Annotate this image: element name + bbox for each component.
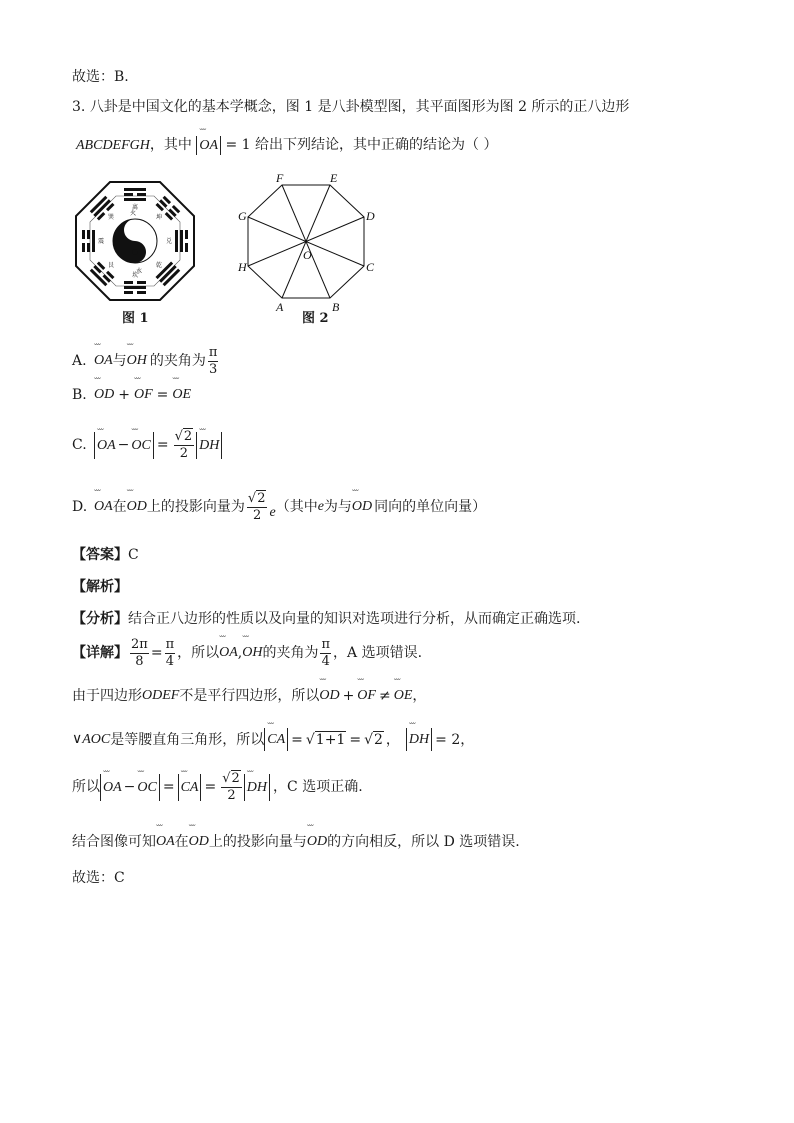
option-d-text3: 为与 xyxy=(323,499,352,516)
detail-line1 xyxy=(72,638,422,668)
option-c-label: C. xyxy=(72,437,87,454)
vertex-d: D xyxy=(366,209,375,223)
center-o: O xyxy=(303,248,312,262)
stem-condition: = 1 给出下列结论，其中正确的结论为（ ） xyxy=(225,137,498,153)
answer-label: 【答案】 xyxy=(72,547,128,563)
center-label-top: 火 xyxy=(130,210,137,217)
vertex-g: G xyxy=(238,209,247,223)
option-c-fraction: $\frac{√2}{2}$ xyxy=(174,429,193,461)
option-b-vec3: ˘˘˘ OE xyxy=(172,388,191,402)
l2-quad: ODEF xyxy=(142,688,180,703)
l2-text1: 由于四边形 xyxy=(72,688,142,704)
l1-text2: 的夹角为 xyxy=(262,645,319,662)
question-stem-line2 xyxy=(76,136,497,155)
yin-dot xyxy=(132,227,138,233)
option-a-label: A. xyxy=(72,353,87,370)
vertex-f: F xyxy=(276,172,284,185)
l1-frac3 xyxy=(320,638,331,668)
l1-den1: 8 xyxy=(135,653,144,669)
option-b-vec2: ˘˘˘ OF xyxy=(134,388,153,402)
option-d-text4: 同向的单位向量） xyxy=(374,499,487,516)
option-a-text: 的夹角为 xyxy=(149,353,206,370)
final-answer: 故选：C xyxy=(72,870,125,886)
l4-sqrt: 2 xyxy=(231,771,240,786)
option-a-den: 3 xyxy=(209,361,218,377)
trigram-name: 坎 xyxy=(132,272,139,279)
option-d-e2: e xyxy=(317,499,324,515)
l1-text3: ，A 选项错误. xyxy=(333,645,423,662)
center-label-bottom: 水 xyxy=(136,268,143,275)
figure1-bagua xyxy=(72,178,198,304)
trigram-bar xyxy=(87,230,90,239)
option-c-lhs xyxy=(94,432,154,459)
option-b-eq: = xyxy=(156,387,169,403)
option-b-plus: + xyxy=(118,387,130,403)
analysis-fenxi xyxy=(72,612,580,626)
stem-connector: ，其中 xyxy=(149,137,192,153)
trigram-name: 离 xyxy=(132,204,139,211)
l3-abs1 xyxy=(264,728,288,751)
option-b-label: B. xyxy=(72,387,87,403)
option-c-minus: − xyxy=(117,436,130,453)
trigram-bar xyxy=(124,188,146,191)
option-c-vec3: ˘˘˘ DH xyxy=(199,439,219,453)
l1-eq: = xyxy=(150,645,163,662)
l5-text3: 上的投影向量与 xyxy=(208,834,307,850)
option-d xyxy=(72,492,486,522)
option-c xyxy=(72,430,222,460)
trigram-name: 坤 xyxy=(156,213,163,221)
trigram-name: 巽 xyxy=(107,213,114,221)
question-stem-line1 xyxy=(72,100,629,114)
oa-vector: ˘˘˘ OA xyxy=(199,139,218,153)
option-c-sqrt: 2 xyxy=(183,429,193,444)
fenxi-text: 结合正八边形的性质以及向量的知识对选项进行分析，从而确定正确选项. xyxy=(128,611,581,627)
l3-text1: 是等腰直角三角形，所以 xyxy=(110,731,265,748)
l3-eq2: = xyxy=(349,731,362,748)
l1-vec2: ˘˘˘ OH xyxy=(242,646,262,660)
trigram-bar xyxy=(124,286,146,289)
option-d-text1: 上的投影向量为 xyxy=(146,499,245,516)
option-c-rhs xyxy=(196,432,222,459)
option-d-vec1: ˘˘˘ OA xyxy=(94,500,113,514)
l2-vec3: ˘˘˘ OE xyxy=(394,689,413,703)
option-d-den: 2 xyxy=(253,507,262,523)
option-d-label: D. xyxy=(72,499,88,516)
l5-text2: 在 xyxy=(174,834,189,850)
analysis-heading: 【解析】 xyxy=(72,579,128,595)
l3-sqrt1: 1+1 xyxy=(315,731,346,748)
vertex-h: H xyxy=(238,260,247,274)
option-c-vec2: ˘˘˘ OC xyxy=(131,439,150,453)
l1-text1: ，所以 xyxy=(177,645,220,662)
option-a-num: π xyxy=(208,345,218,360)
oa-magnitude xyxy=(196,136,221,155)
l3-sqrt1-wrap: √1+1 xyxy=(305,731,346,748)
trigram-name: 艮 xyxy=(107,262,114,270)
l2-vec1: ˘˘˘ OD xyxy=(319,689,339,703)
fenxi-label: 【分析】 xyxy=(72,611,128,627)
detail-line5 xyxy=(72,835,520,849)
question-stem-text: 八卦是中国文化的基本学概念，图 1 是八卦模型图，其平面图形为图 2 所示的正八边形 xyxy=(89,99,630,115)
l4-text2: ，C 选项正确. xyxy=(273,779,363,796)
option-a-fraction xyxy=(208,346,219,376)
l1-num2: π xyxy=(165,637,175,652)
trigram-bar xyxy=(124,281,133,284)
trigram-bar xyxy=(82,243,85,252)
l5-text4: 的方向相反，所以 D 选项错误. xyxy=(327,834,520,850)
l4-abs1 xyxy=(100,774,160,801)
vertex-c: C xyxy=(366,260,375,274)
l1-num1: 2π xyxy=(131,637,148,652)
l5-vec1: ˘˘˘ OA xyxy=(156,835,175,849)
figure2-octagon xyxy=(232,172,380,312)
previous-answer: 故选：B. xyxy=(72,69,129,85)
l3-eq1: = xyxy=(291,731,303,748)
l1-num3: π xyxy=(321,637,331,652)
l4-den: 2 xyxy=(227,787,236,803)
trigram-bar xyxy=(82,230,85,239)
trigram-bar xyxy=(92,230,95,252)
trigram-bar xyxy=(180,230,183,252)
l3-comma: ， xyxy=(385,731,400,748)
answer-line xyxy=(72,548,139,562)
trigram-name: 兑 xyxy=(166,238,173,245)
l1-comma: , xyxy=(237,645,243,662)
l3-tri: ∨AOC xyxy=(72,731,111,747)
option-d-vec3: ˘˘˘ OD xyxy=(352,500,372,514)
l4-vec1: ˘˘˘ OA xyxy=(103,781,122,795)
option-d-mid: 在 xyxy=(112,499,127,516)
detail-line4 xyxy=(72,772,363,802)
l4-abs2 xyxy=(178,774,202,801)
l1-den3: 4 xyxy=(321,653,330,669)
l4-vec2: ˘˘˘ OC xyxy=(137,781,156,795)
trigram-bar xyxy=(124,198,146,201)
l4-text1: 所以 xyxy=(72,779,100,796)
option-b xyxy=(72,388,191,402)
l2-vec2: ˘˘˘ OF xyxy=(357,689,376,703)
option-a-mid: 与 xyxy=(112,353,127,370)
xiangjie-label: 【详解】 xyxy=(72,645,128,662)
option-b-vec1: ˘˘˘ OD xyxy=(94,388,114,402)
trigram-name: 震 xyxy=(98,238,105,245)
l3-abs2 xyxy=(406,728,432,751)
figure1-caption: 图 1 xyxy=(122,311,149,326)
option-d-vec2: ˘˘˘ OD xyxy=(127,500,147,514)
trigram-bar xyxy=(137,281,146,284)
figure2-caption: 图 2 xyxy=(302,311,329,326)
answer-value: C xyxy=(128,547,139,563)
trigram-bar xyxy=(124,193,133,196)
l4-minus: − xyxy=(123,778,136,795)
option-a xyxy=(72,346,220,376)
l4-eq1: = xyxy=(162,779,175,796)
option-d-text2: （其中 xyxy=(275,499,318,516)
l5-text1: 结合图像可知 xyxy=(72,834,156,850)
vertex-e: E xyxy=(330,172,338,185)
detail-line2 xyxy=(72,689,426,703)
trigram-bar xyxy=(124,291,133,294)
option-d-e: e xyxy=(269,505,276,521)
option-d-fraction: $\frac{√2}{2}$ xyxy=(247,491,266,523)
option-c-vec1: ˘˘˘ OA xyxy=(97,439,116,453)
trigram-bar xyxy=(185,243,188,252)
l3-sqrt2: 2 xyxy=(374,731,383,748)
option-c-eq: = xyxy=(156,437,169,454)
l4-abs3 xyxy=(244,774,270,801)
l2-end: ， xyxy=(412,688,427,704)
l3-vec2: ˘˘˘ DH xyxy=(409,733,429,747)
trigram-bar xyxy=(137,193,146,196)
l4-fraction: $\frac{√2}{2}$ xyxy=(222,771,240,803)
l5-vec2: ˘˘˘ OD xyxy=(189,835,209,849)
detail-line3 xyxy=(72,728,474,751)
option-a-vec1: ˘˘˘ OA xyxy=(94,354,113,368)
trigram-bar xyxy=(87,243,90,252)
l3-sqrt2-wrap: √2 xyxy=(364,731,383,748)
l1-frac2 xyxy=(165,638,176,668)
option-c-den: 2 xyxy=(179,445,189,461)
vertex-a: A xyxy=(276,300,284,312)
l4-vec3: ˘˘˘ CA xyxy=(181,781,199,795)
l2-text2: 不是平行四边形，所以 xyxy=(179,688,320,704)
l1-den2: 4 xyxy=(165,653,174,669)
l3-eq3: = 2， xyxy=(435,731,475,748)
question-number: 3. xyxy=(72,99,86,115)
l2-neq: ≠ xyxy=(378,688,391,704)
trigram-bar xyxy=(175,230,178,252)
trigram-name: 乾 xyxy=(156,262,163,270)
option-d-sqrt: 2 xyxy=(257,491,266,506)
yang-dot xyxy=(132,249,138,255)
l4-vec4: ˘˘˘ DH xyxy=(247,781,267,795)
l1-vec1: ˘˘˘ OA xyxy=(219,646,238,660)
l4-eq2: = xyxy=(204,779,217,796)
polygon-name: ABCDEFGH xyxy=(76,138,150,153)
l3-vec1: ˘˘˘ CA xyxy=(267,733,285,747)
trigram-bar xyxy=(137,291,146,294)
l1-frac1 xyxy=(130,638,149,668)
l5-vec3: ˘˘˘ OD xyxy=(307,835,327,849)
trigram-bar xyxy=(185,230,188,239)
option-a-vec2: ˘˘˘ OH xyxy=(127,354,147,368)
l2-plus: + xyxy=(342,688,355,704)
vertex-b: B xyxy=(332,300,340,312)
